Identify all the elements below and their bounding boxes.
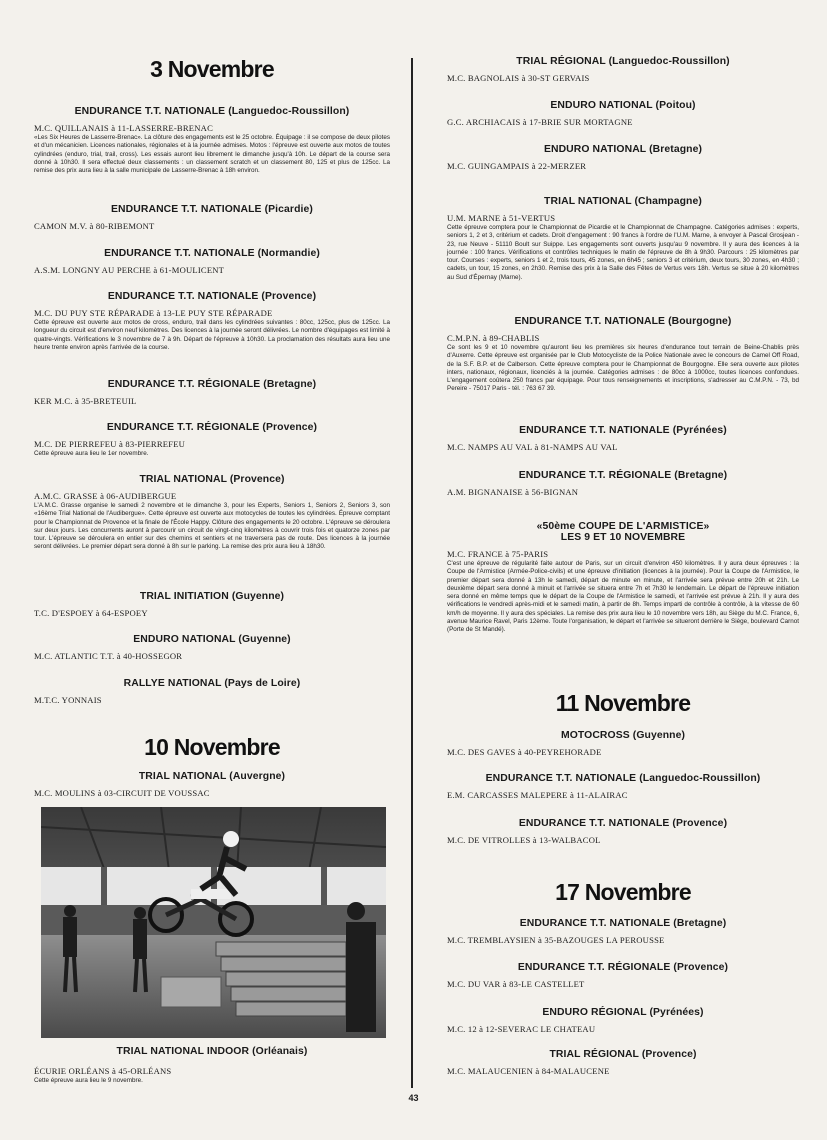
event-title: [447, 56, 799, 67]
event-club: M.C. TREMBLAYSIEN à 35-BAZOUGES LA PEROUSSE: [447, 935, 665, 945]
event-title: [447, 818, 799, 829]
event-club: M.C. MALAUCENIEN à 84-MALAUCENE: [447, 1066, 610, 1076]
event-region: (Pays de Loire): [224, 678, 301, 689]
event-region: (Picardie): [264, 204, 313, 215]
event-region: (Bretagne): [263, 379, 317, 390]
event-type: ENDURO NATIONAL: [550, 100, 653, 111]
event-club: CAMON M.V. à 80-RIBEMONT: [34, 221, 155, 231]
event-block: [34, 106, 390, 175]
event-type: ENDURANCE T.T. RÉGIONALE: [517, 962, 671, 973]
event-club: A.S.M. LONGNY AU PERCHE à 61-MOULICENT: [34, 265, 225, 275]
event-region: (Bretagne): [673, 918, 727, 929]
event-region: (Bretagne): [674, 470, 728, 481]
page-number: 43: [408, 1093, 419, 1103]
event-title: [447, 918, 799, 929]
event-block: [447, 730, 799, 757]
event-region: (Guyenne): [632, 730, 686, 741]
special-title-line2: LES 9 ET 10 NOVEMBRE: [560, 532, 686, 543]
event-title: [447, 144, 799, 155]
event-type: ENDURANCE T.T. RÉGIONALE: [107, 379, 261, 390]
event-title: [447, 316, 799, 327]
date-heading-10-novembre: 10 Novembre: [144, 734, 280, 760]
event-type: TRIAL NATIONAL INDOOR: [116, 1046, 250, 1057]
event-block: [447, 144, 799, 171]
event-club: M.C. BAGNOLAIS à 30-ST GERVAIS: [447, 73, 590, 83]
event-type: MOTOCROSS: [560, 730, 630, 741]
trial-rider-photo-image: [41, 807, 386, 1038]
event-title: [34, 771, 390, 782]
event-block: [34, 379, 390, 406]
event-region: (Auvergne): [229, 771, 286, 782]
event-title: [447, 773, 799, 784]
event-type: ENDURANCE T.T. NATIONALE: [519, 918, 671, 929]
event-type: ENDURO NATIONAL: [133, 634, 236, 645]
event-club: M.C. FRANCE à 75-PARIS: [447, 549, 549, 559]
special-title-line1: «50ème COUPE DE L'ARMISTICE»: [536, 521, 710, 532]
event-title: [447, 1007, 799, 1018]
event-type: TRIAL NATIONAL: [138, 771, 227, 782]
event-title: [447, 100, 799, 111]
event-title: [34, 379, 390, 390]
event-club: E.M. CARCASSES MALEPERE à 11-ALAIRAC: [447, 790, 628, 800]
event-type: ENDURO NATIONAL: [543, 144, 647, 155]
event-block: [447, 196, 799, 282]
event-title: [447, 730, 799, 741]
event-title: [34, 204, 390, 215]
event-club: KER M.C. à 35-BRETEUIL: [34, 396, 137, 406]
event-block: [447, 918, 799, 945]
event-description: Cette épreuve aura lieu le 1er novembre.: [34, 450, 149, 457]
event-club: M.T.C. YONNAIS: [34, 695, 102, 705]
event-type: TRIAL INITIATION: [139, 591, 229, 602]
event-club: M.C. MOULINS à 03-CIRCUIT DE VOUSSAC: [34, 788, 210, 798]
event-club: M.C. DES GAVES à 40-PEYREHORADE: [447, 747, 602, 757]
event-region: (Pyrénées): [672, 425, 727, 436]
event-title: [447, 1049, 799, 1060]
event-club: U.M. MARNE à 51-VERTUS: [447, 213, 556, 223]
event-region: (Languedoc-Roussillon): [608, 56, 730, 67]
event-title: [447, 470, 799, 481]
event-type: ENDURANCE T.T. RÉGIONALE: [106, 422, 260, 433]
event-block: [34, 422, 390, 458]
event-description: Cette épreuve aura lieu le 9 novembre.: [34, 1077, 143, 1084]
event-block: [447, 100, 799, 127]
event-club: M.C. DE VITROLLES à 13-WALBACOL: [447, 835, 601, 845]
event-title: [34, 634, 390, 645]
date-heading-17-novembre: 17 Novembre: [555, 879, 691, 905]
event-club: A.M.C. GRASSE à 06-AUDIBERGUE: [34, 491, 177, 501]
event-block: [34, 204, 390, 231]
event-type: ENDURANCE T.T. NATIONALE: [104, 248, 255, 259]
event-club: M.C. DU VAR à 83-LE CASTELLET: [447, 979, 585, 989]
event-title: [34, 678, 390, 689]
event-club: ÉCURIE ORLÉANS à 45-ORLÉANS: [34, 1066, 172, 1076]
event-region: (Guyenne): [238, 634, 291, 645]
event-club: M.C. DU PUY STE RÉPARADE à 13-LE PUY STE RÉPARADE: [34, 308, 273, 318]
event-club: M.C. DE PIERREFEU à 83-PIERREFEU: [34, 439, 186, 449]
event-region: (Guyenne): [231, 591, 285, 602]
event-block: [447, 316, 799, 394]
event-block: [34, 678, 390, 705]
event-title: [34, 248, 390, 259]
event-region: (Provence): [261, 291, 317, 302]
event-type: TRIAL RÉGIONAL: [549, 1049, 639, 1060]
event-description: Ce sont les 9 et 10 novembre qu'auront lieu les premières six heures d'endurance tout terrain de Beine-Chablis près d'Auxerre. Cette épreuve est organisée par le Club Motocycliste de la Police Nationale avec le concours de Camel Off Road, de la S.F. B.P. et de Calberson. Cette épreuve comptera pour le Championnat de Bourgogne. Elle sera ouverte aux pilotes inters, nationaux, régionaux, licenciés à la journée. Catégories admises : de 80cc à 1000cc, toutes licences confondues. L'engagement coûtera 250 francs par équipage. Pour tous renseignements et inscriptions, s'adresser au C.M.P.N. - 73, bd Pereire - 75017 Paris - tél. : 763 67 39.: [447, 344, 799, 393]
event-title: [34, 422, 390, 433]
event-block: [34, 474, 390, 552]
event-region: (Languedoc-Roussillon): [228, 106, 350, 117]
event-club: M.C. QUILLANAIS à 11-LASSERRE-BRENAC: [34, 123, 213, 133]
event-region: (Bretagne): [649, 144, 703, 155]
event-type: TRIAL NATIONAL: [544, 196, 632, 207]
event-club: C.M.P.N. à 89-CHABLIS: [447, 333, 540, 343]
event-type: ENDURANCE T.T. NATIONALE: [485, 773, 637, 784]
event-title: [447, 962, 799, 973]
event-title: [34, 106, 390, 117]
event-type: RALLYE NATIONAL: [123, 678, 222, 689]
event-block-armistice: [447, 521, 799, 635]
event-club: M.C. GUINGAMPAIS à 22-MERZER: [447, 161, 587, 171]
event-description: «Les Six Heures de Lasserre-Brenac». La clôture des engagements est le 25 octobre. Équipage : il se compose de deux pilotes et d'un mécanicien. Licences nationales, régionales et à la journée admises. Motos : l'épreuve est ouverte aux motos de toutes cylindrées (enduro, trial, trail, cross). Les essais auront lieu librement le dimanche jusqu'à 10h. Le départ de la course sera donné à 10h30. Il sera effectué deux classements : un classement scratch et un classement 80, 125 et plus de 125cc. La remise des prix aura lieu à la salle municipale de Lasserre-Brenac à 18h environ.: [34, 134, 390, 175]
event-block: [447, 56, 799, 83]
event-club: G.C. ARCHIACAIS à 17-BRIE SUR MORTAGNE: [447, 117, 633, 127]
event-club: M.C. ATLANTIC T.T. à 40-HOSSEGOR: [34, 651, 183, 661]
event-region: (Pyrénées): [649, 1007, 704, 1018]
event-region: (Provence): [641, 1049, 697, 1060]
event-block: [447, 962, 799, 989]
event-block: [447, 1007, 799, 1034]
event-region: (Bourgogne): [668, 316, 732, 327]
event-description: Cette épreuve est ouverte aux motos de cross, enduro, trail dans les cylindrées suivantes : 80cc, 125cc, plus de 125cc. La longueur du circuit est d'environ neuf kilomètres. Des licences à la journée seront délivrées. Le nombre d'équipages est limité à quatre-vingts. Vérifications le 3 novembre de 7 à 9h. Départ de l'épreuve à 10h30. La proclamation des résultats aura lieu une heure trente environ après l'arrivée de la course.: [34, 319, 390, 351]
event-type: ENDURANCE T.T. NATIONALE: [518, 818, 670, 829]
event-region: (Poitou): [655, 100, 696, 111]
event-title: [447, 425, 799, 436]
event-region: (Provence): [673, 962, 729, 973]
event-block: [34, 1046, 390, 1085]
event-club: M.C. NAMPS AU VAL à 81-NAMPS AU VAL: [447, 442, 618, 452]
date-heading-3-novembre: 3 Novembre: [150, 56, 274, 82]
event-description: Cette épreuve comptera pour le Championnat de Picardie et le Championnat de Champagne. Catégories admises : experts, seniors 1, 2 et 3, critérium et cadets. Droit d'engagement : 90 francs à l'ordre de l'U.M. Marne, à envoyer à Pascal Grosjean - 23, rue Neuve - 51110 Boult sur Suippe. Les engagements sont ouverts jusqu'au 9 novembre. Il y aura des licences à la journée : 100 francs. Vérifications et contrôles techniques le matin de l'épreuve de 8h à 9h30. Parcours : 25 kilomètres par tour. Courses : experts, seniors 1 et 2, trois tours, 45 zones, en 6h45 ; seniors 3 et critérium, deux tours, 30 zones, en 4h30 ; cadets, un tour, 15 zones, en 2h30. Remise des prix à la Salle des Fêtes de Vertus vers 18h. Vertus se situe à 20 kilomètres au Sud d'Épernay (Marne).: [447, 224, 799, 281]
event-block: [447, 1049, 799, 1076]
event-block: [447, 425, 799, 452]
event-title: [34, 291, 390, 302]
event-region: (Languedoc-Roussillon): [639, 773, 761, 784]
event-region: (Champagne): [634, 196, 702, 207]
event-block: [34, 634, 390, 661]
event-block: [34, 248, 390, 275]
event-type: ENDURANCE T.T. NATIONALE: [74, 106, 226, 117]
event-type: ENDURANCE T.T. NATIONALE: [107, 291, 259, 302]
event-title: [34, 591, 390, 602]
event-club: A.M. BIGNANAISE à 56-BIGNAN: [447, 487, 579, 497]
event-description: L'A.M.C. Grasse organise le samedi 2 novembre et le dimanche 3, pour les Experts, Seniors 1, Seniors 2, Seniors 3, son «16ème Trial National de l'Audibergue». Cette épreuve est ouverte aux motocycles de toutes les cylindrées. Épreuve comptant pour le Championnat de Provence et la finale de l'École Happy. Clôture des engagements le 20 octobre. L'épreuve se déroulera sur deux jours. Les concurrents auront à parcourir un circuit de vingt-cinq kilomètres à couvrir trois fois et quatorze zones par tour. L'épreuve se déroulera en entier sur des chemins et sentiers et ne traversera pas de route. Des licences à la journée seront délivrées. Le premier départ sera donné à 8h sur le parking. La remise des prix aura lieu à 18h30.: [34, 502, 390, 551]
column-divider: [411, 58, 413, 1088]
event-region: (Normandie): [257, 248, 320, 259]
event-club: T.C. D'ESPOEY à 64-ESPOEY: [34, 608, 148, 618]
event-title: [34, 1046, 390, 1057]
event-block: [34, 291, 390, 352]
event-block: [34, 591, 390, 618]
event-club: M.C. 12 à 12-SEVERAC LE CHATEAU: [447, 1024, 596, 1034]
event-block: [34, 771, 390, 798]
event-type: ENDURANCE T.T. NATIONALE: [514, 316, 666, 327]
date-heading-11-novembre: 11 Novembre: [555, 690, 691, 716]
event-region: (Orléanais): [252, 1046, 308, 1057]
event-block: [447, 470, 799, 497]
event-type: ENDURANCE T.T. RÉGIONALE: [518, 470, 672, 481]
event-block: [447, 818, 799, 845]
event-type: ENDURANCE T.T. NATIONALE: [519, 425, 670, 436]
event-region: (Provence): [262, 422, 318, 433]
trial-rider-photo: [41, 807, 386, 1038]
event-region: (Provence): [229, 474, 285, 485]
event-type: TRIAL NATIONAL: [139, 474, 227, 485]
event-type: ENDURO RÉGIONAL: [542, 1007, 647, 1018]
event-block: [447, 773, 799, 800]
event-description: C'est une épreuve de régularité faite autour de Paris, sur un circuit d'environ 450 kilomètres. Il y aura deux épreuves : la Coupe de l'Armistice (Armée-Police-civils) et une épreuve d'initiation (licences à la journée). Pour la Coupe de l'Armistice, le premier départ sera donné à 13h le samedi, départ de minute en minute, et l'arrivée sera prévue entre 20h et 21h. Le deuxième départ sera donné à minuit et l'arrivée se situera entre 7h et 7h30 le lendemain. Le départ de l'épreuve initiation sera donné en même temps que le départ de la Coupe de l'Armistice le samedi, et l'arrivée est prévue à 21h. Il y aura des vérifications le vendredi après-midi et le samedi matin, à partir de 8h. Temps imparti de contrôle à contrôle, à la vitesse de 60 km/h de moyenne. Il y aura des spéciales. La remise des prix aura lieu le 10 novembre vers 18h, au Siège du M.C. France, 6, avenue Maurice Ravel, Paris 12ème. Toute l'organisation, le départ et l'arrivée se situeront derrière le Siège, boulevard Carnot (Porte de St Mandé).: [447, 560, 799, 634]
event-type: TRIAL RÉGIONAL: [516, 56, 606, 67]
event-region: (Provence): [672, 818, 728, 829]
event-title: [34, 474, 390, 485]
event-title: [447, 196, 799, 207]
event-type: ENDURANCE T.T. NATIONALE: [111, 204, 262, 215]
